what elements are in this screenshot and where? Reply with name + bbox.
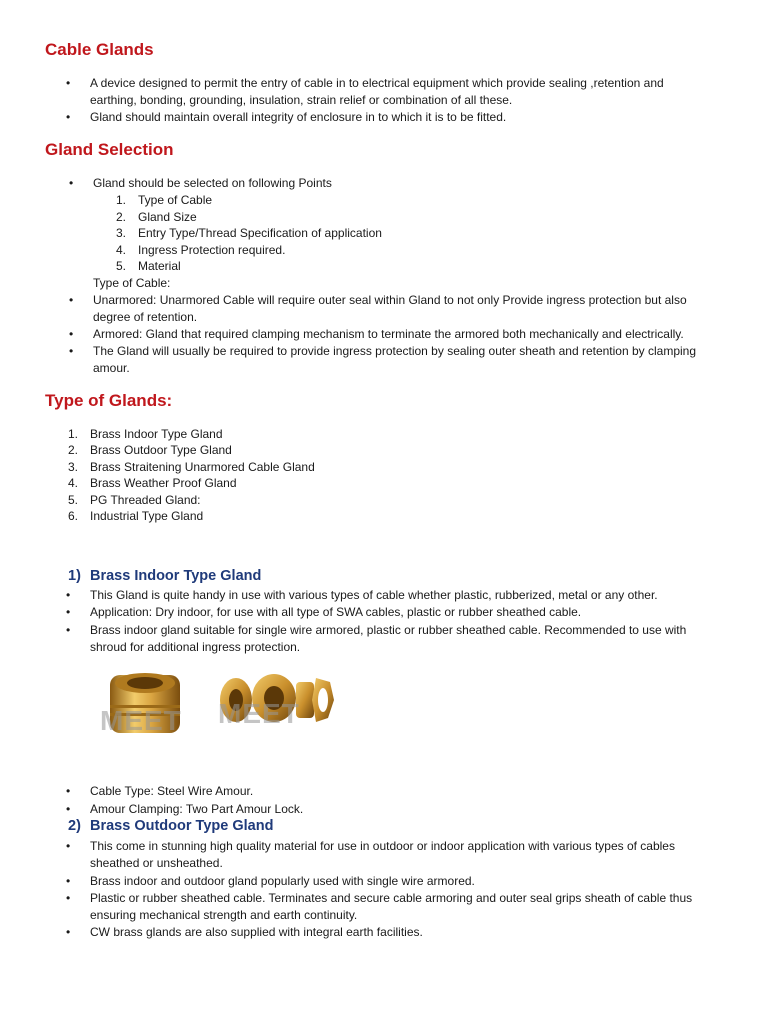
heading-gland-selection: Gland Selection bbox=[45, 140, 174, 159]
watermark-text: MEET bbox=[100, 705, 182, 736]
type-of-cable-label: Type of Cable: bbox=[93, 276, 171, 290]
heading-brass-outdoor: 2) Brass Outdoor Type Gland bbox=[68, 818, 274, 834]
heading-brass-indoor: 1) Brass Indoor Type Gland bbox=[68, 568, 262, 584]
brass-gland-parts-image bbox=[216, 668, 336, 733]
heading-type-of-glands: Type of Glands: bbox=[45, 391, 173, 410]
brass-indoor-gland-image bbox=[98, 665, 198, 745]
heading-cable-glands: Cable Glands bbox=[45, 40, 154, 59]
watermark-text: MEET bbox=[218, 698, 300, 729]
